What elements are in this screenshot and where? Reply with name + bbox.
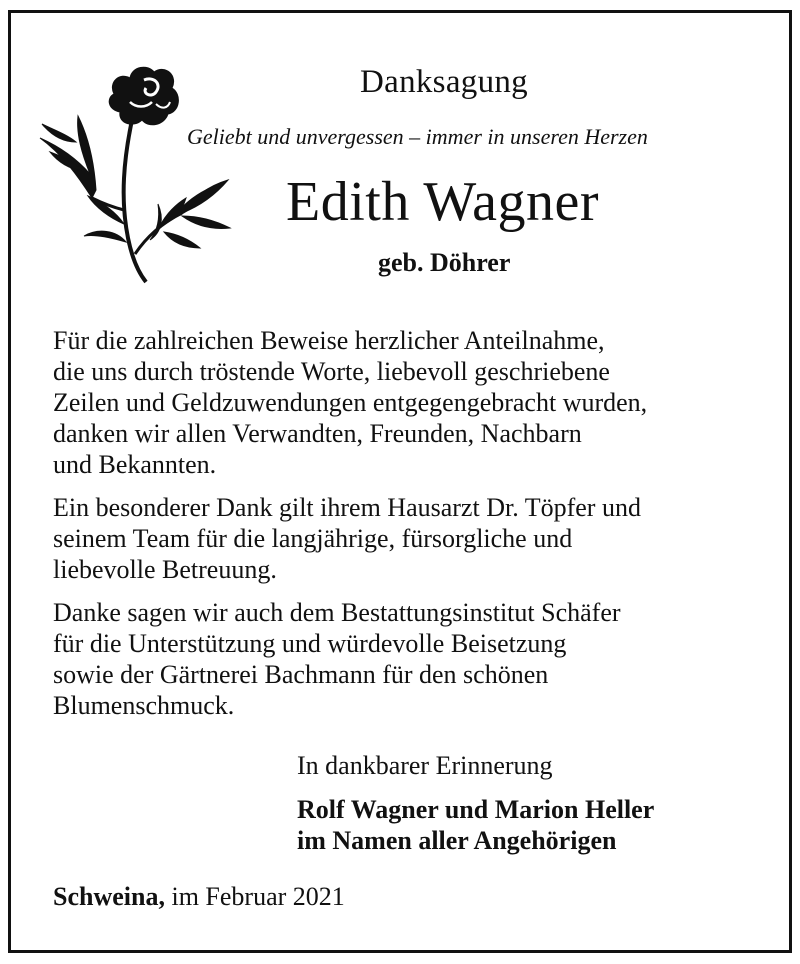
notice-heading: Danksagung (360, 64, 528, 100)
place-date (53, 882, 345, 912)
motto-line: Geliebt und unvergessen – immer in unseren Herzen (187, 124, 648, 149)
place-date-text: im Februar 2021 (171, 882, 345, 911)
place-town: Schweina, (53, 882, 165, 911)
text-line: und Bekannten. (53, 450, 217, 479)
maiden-name: geb. Döhrer (378, 248, 511, 277)
text-line: Für die zahlreichen Beweise herzlicher Anteilnahme, (53, 326, 605, 355)
text-line: für die Unterstützung und würdevolle Beisetzung (53, 629, 567, 658)
text-line: danken wir allen Verwandten, Freunden, Nachbarn (53, 419, 582, 448)
paragraph-condolences (53, 325, 773, 480)
thanks-text (53, 325, 773, 733)
signers-names: Rolf Wagner und Marion Heller (297, 795, 655, 824)
text-line: Ein besonderer Dank gilt ihrem Hausarzt Dr. Töpfer und (53, 493, 641, 522)
paragraph-funeral (53, 597, 773, 721)
text-line: Danke sagen wir auch dem Bestattungsinstitut Schäfer (53, 598, 621, 627)
text-line: liebevolle Betreuung. (53, 555, 277, 584)
text-line: die uns durch tröstende Worte, liebevoll geschriebene (53, 357, 610, 386)
text-line: sowie der Gärtnerei Bachmann für den schönen (53, 660, 549, 689)
closing-block (297, 750, 654, 856)
paragraph-doctor (53, 492, 773, 585)
text-line: seinem Team für die langjährige, fürsorgliche und (53, 524, 573, 553)
signers (297, 794, 654, 856)
deceased-name: Edith Wagner (286, 171, 600, 233)
closing-phrase: In dankbarer Erinnerung (297, 751, 553, 780)
text-line: Zeilen und Geldzuwendungen entgegengebracht wurden, (53, 388, 648, 417)
rose-flower-icon (32, 58, 242, 288)
text-line: Blumenschmuck. (53, 691, 235, 720)
signers-family: im Namen aller Angehörigen (297, 826, 617, 855)
